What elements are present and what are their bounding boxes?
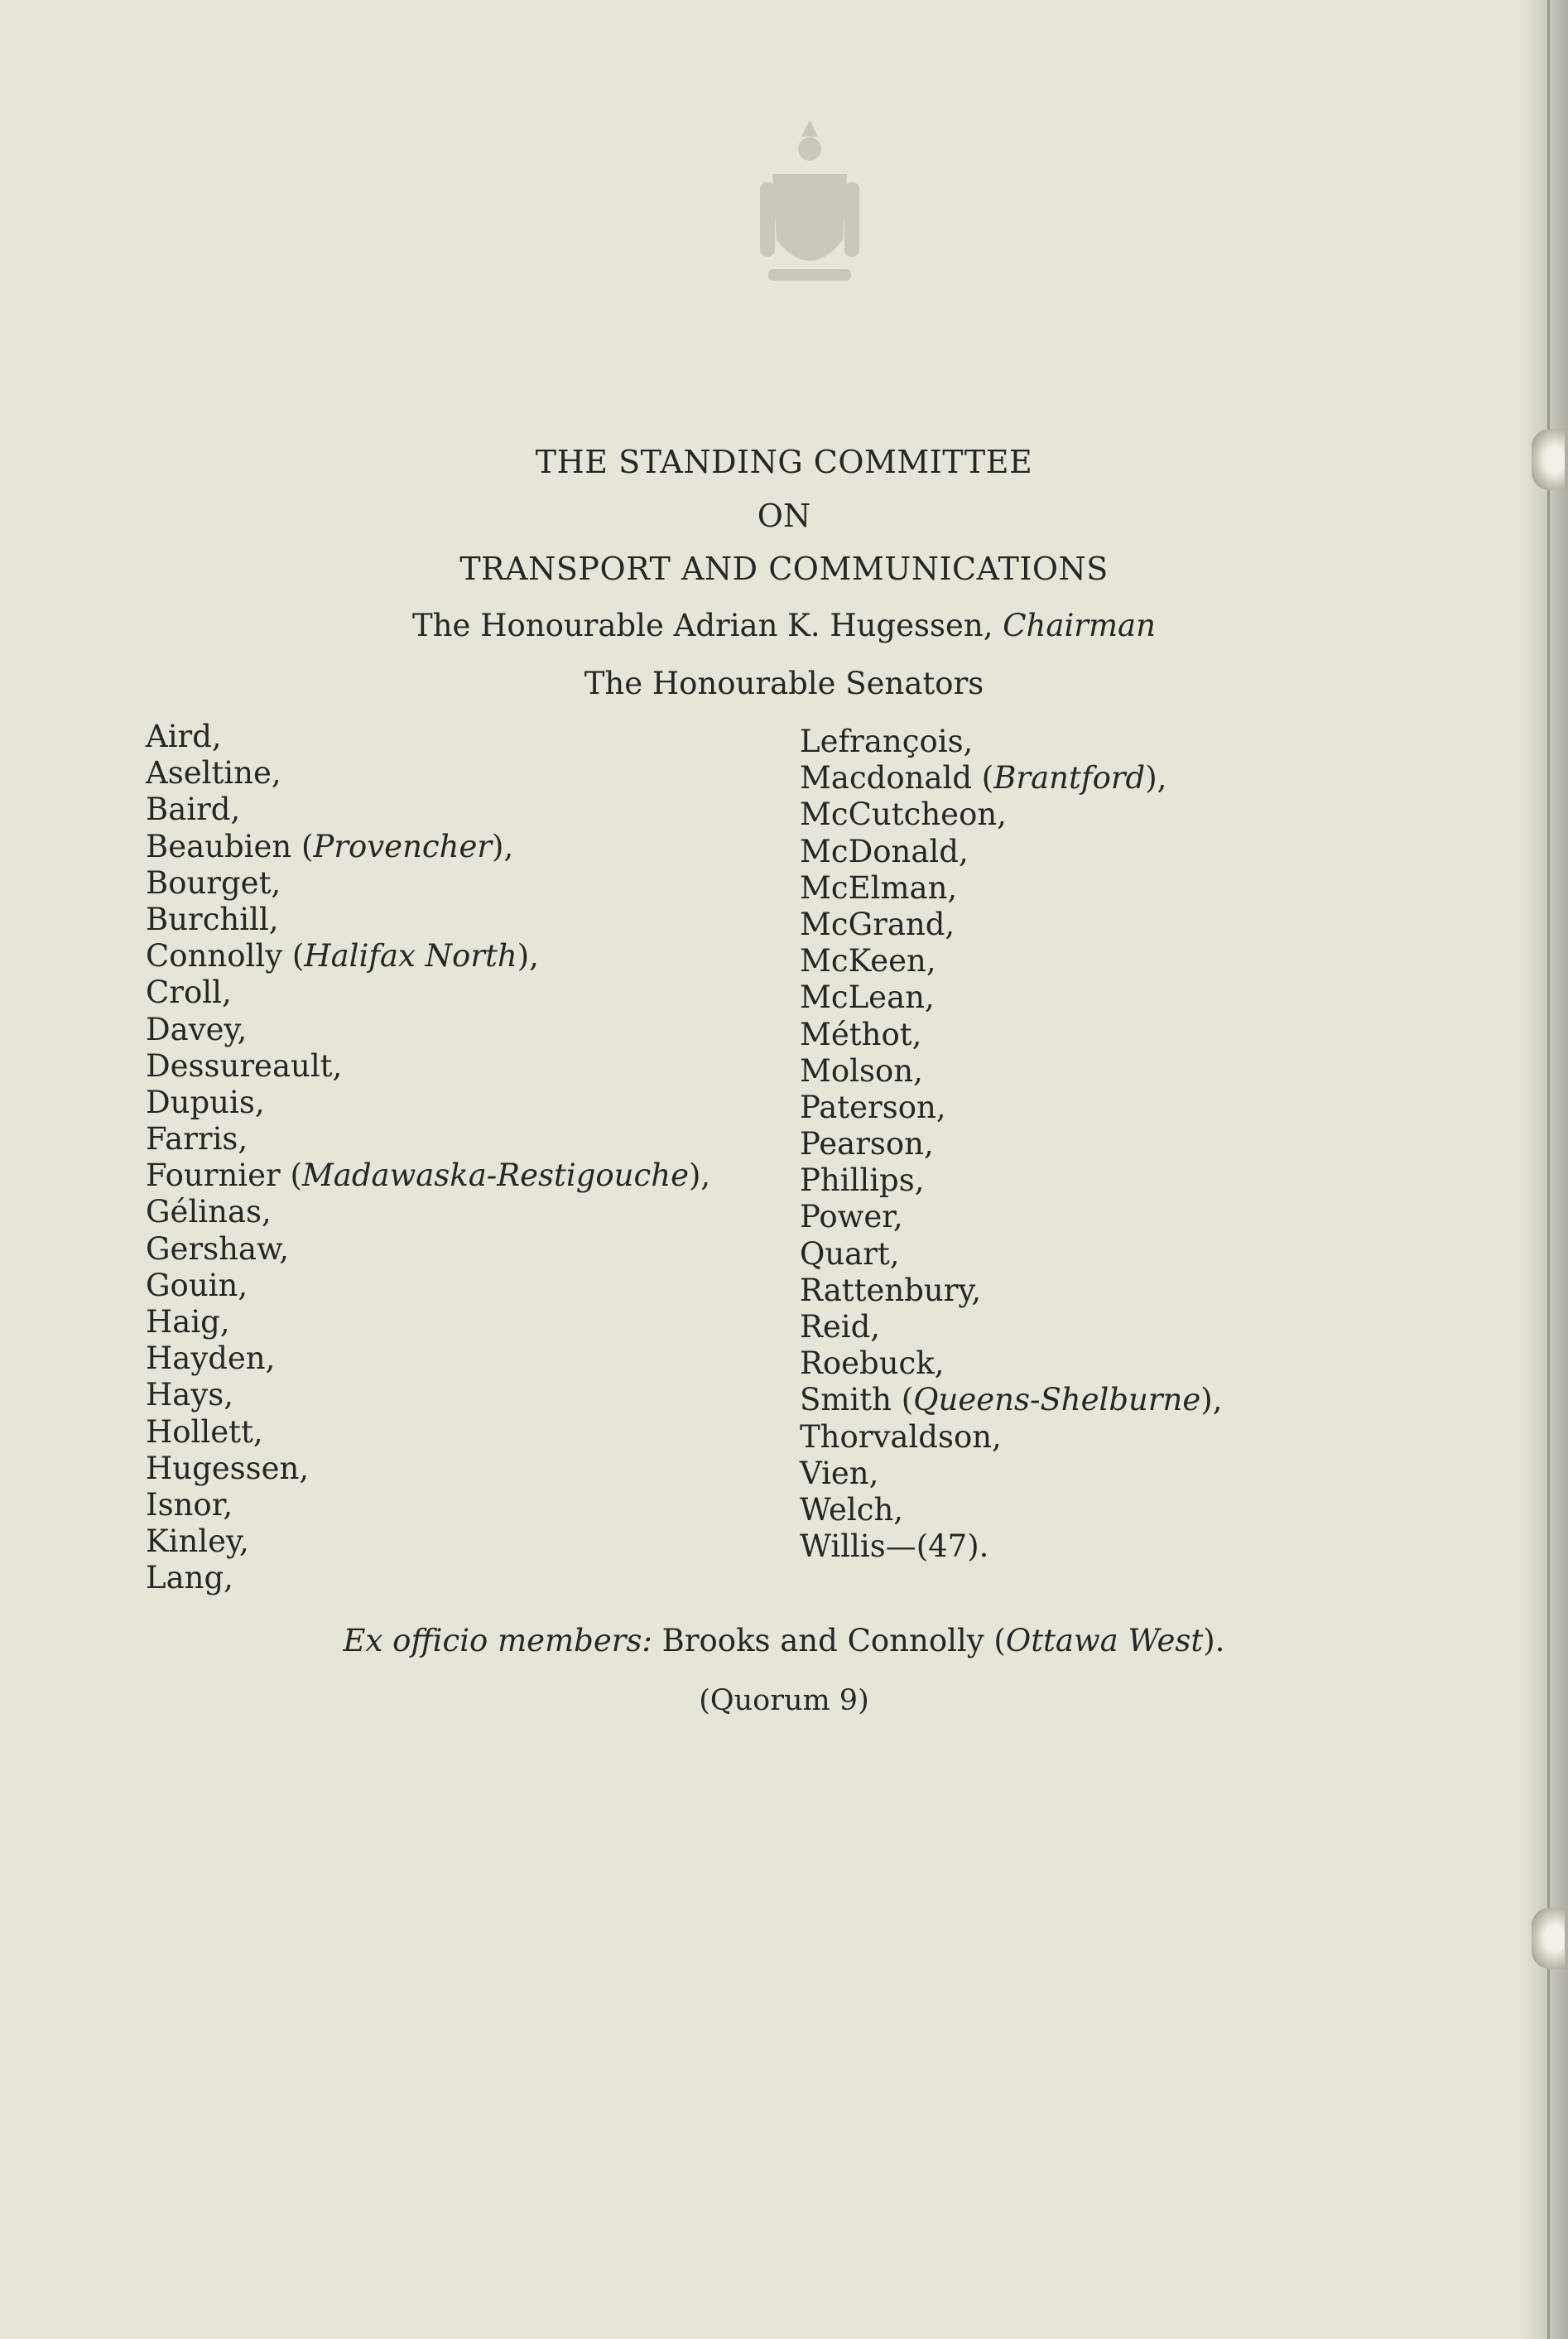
list-item: Fournier (Madawaska-Restigouche), bbox=[146, 1157, 711, 1194]
list-item: Gouin, bbox=[146, 1267, 248, 1303]
list-item: Power, bbox=[800, 1199, 903, 1235]
list-item: Vien, bbox=[800, 1455, 879, 1491]
list-item: Isnor, bbox=[146, 1486, 233, 1523]
list-item: Bourget, bbox=[146, 864, 281, 901]
ex-officio-riding: Ottawa West bbox=[1005, 1623, 1204, 1658]
page-edge-shadow bbox=[1518, 0, 1568, 2339]
list-item: Aird, bbox=[146, 719, 222, 754]
committee-title-line-2: ON bbox=[757, 498, 811, 534]
list-item: McDonald, bbox=[800, 833, 969, 869]
list-item: McElman, bbox=[800, 869, 958, 906]
list-item: Baird, bbox=[146, 792, 241, 828]
list-item: Macdonald (Brantford), bbox=[800, 760, 1167, 797]
list-item: Lefrançois, bbox=[800, 724, 974, 759]
list-item: Méthot, bbox=[800, 1016, 922, 1052]
list-item: Willis—(47). bbox=[800, 1528, 989, 1565]
page-edge-line bbox=[1547, 0, 1550, 2339]
list-item: Molson, bbox=[800, 1052, 923, 1089]
list-item: Dessureault, bbox=[146, 1047, 343, 1084]
list-item: Rattenbury, bbox=[800, 1272, 982, 1308]
senators-list-left bbox=[146, 719, 710, 1597]
committee-title-line-3: TRANSPORT AND COMMUNICATIONS bbox=[459, 551, 1109, 587]
list-item: McGrand, bbox=[800, 906, 955, 942]
list-item: Reid, bbox=[800, 1309, 881, 1345]
list-item: McCutcheon, bbox=[800, 797, 1007, 833]
list-item: Beaubien (Provencher), bbox=[146, 828, 514, 864]
list-item: Connolly (Halifax North), bbox=[146, 938, 539, 975]
list-item: Davey, bbox=[146, 1011, 248, 1047]
list-item: Welch, bbox=[800, 1491, 904, 1528]
list-item: Burchill, bbox=[146, 901, 279, 937]
list-item: Hugessen, bbox=[146, 1450, 310, 1486]
list-item: Smith (Queens-Shelburne), bbox=[800, 1382, 1223, 1418]
quorum-line: (Quorum 9) bbox=[699, 1684, 869, 1717]
coat-of-arms-watermark bbox=[752, 116, 868, 290]
ex-officio-label: Ex officio members: bbox=[343, 1623, 652, 1658]
list-item: Hayden, bbox=[146, 1340, 276, 1377]
committee-title-line-1: THE STANDING COMMITTEE bbox=[535, 444, 1033, 480]
ex-officio-line: Ex officio members: Brooks and Connolly (Ottawa West). bbox=[343, 1623, 1225, 1658]
chairman-name: The Honourable Adrian K. Hugessen, bbox=[412, 608, 1003, 643]
list-item: Roebuck, bbox=[800, 1345, 945, 1382]
list-item: Haig, bbox=[146, 1304, 230, 1340]
list-item: Dupuis, bbox=[146, 1084, 265, 1120]
list-item: Phillips, bbox=[800, 1162, 925, 1199]
list-item: Pearson, bbox=[800, 1126, 934, 1162]
list-item: Gershaw, bbox=[146, 1230, 290, 1267]
binding-hole-bottom bbox=[1532, 1908, 1565, 1969]
ex-officio-members: Brooks and Connolly ( bbox=[652, 1623, 1006, 1658]
list-item: Thorvaldson, bbox=[800, 1418, 1002, 1455]
chairman-line bbox=[0, 608, 1568, 643]
list-item: McKeen, bbox=[800, 943, 936, 979]
chairman-role: Chairman bbox=[1003, 608, 1156, 643]
list-item: Hollett, bbox=[146, 1413, 263, 1450]
list-item: Lang, bbox=[146, 1560, 233, 1596]
senators-heading: The Honourable Senators bbox=[584, 666, 984, 701]
list-item: Kinley, bbox=[146, 1523, 249, 1560]
list-item: Croll, bbox=[146, 975, 232, 1011]
list-item: Gélinas, bbox=[146, 1194, 272, 1230]
list-item: Aseltine, bbox=[146, 755, 281, 792]
senators-list-right bbox=[800, 724, 1223, 1565]
list-item: Quart, bbox=[800, 1235, 900, 1272]
list-item: Paterson, bbox=[800, 1089, 946, 1125]
list-item: Hays, bbox=[146, 1377, 233, 1413]
list-item: McLean, bbox=[800, 979, 935, 1016]
binding-hole-top bbox=[1532, 429, 1565, 490]
list-item: Farris, bbox=[146, 1121, 248, 1157]
